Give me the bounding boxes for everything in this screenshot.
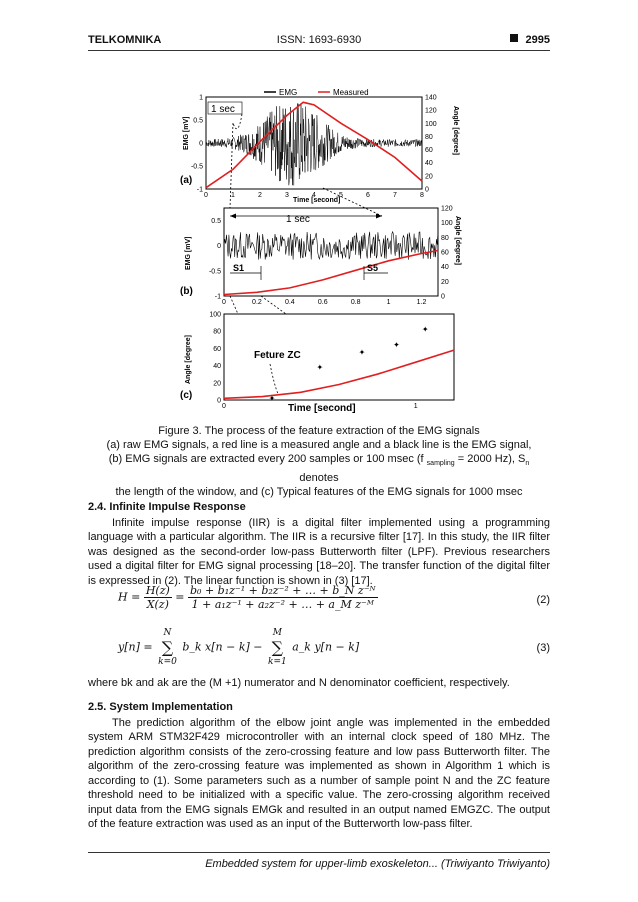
panel-a-y2tick: 0 <box>425 186 429 194</box>
panel-b-ytick: 0.5 <box>211 218 221 226</box>
section-2-4-paragraph: Infinite impulse response (IIR) is a digital filter implemented using a programming language with a particular algorithm. The IIR is a recursive filter [17]. In this study, the IIR filter was designed as the second-order low-pass Butterworth filter (LPF). Previous researchers used a digital filter for EMG signal processing [18–20]. The transfer function of the digital filter is expressed in (2). The linear function is shown in (3) [17]. <box>88 516 550 587</box>
panel-b-y2tick: 0 <box>441 293 445 301</box>
journal-name: TELKOMNIKA <box>88 34 162 46</box>
page-footer: Embedded system for upper-limb exoskeleton... (Triwiyanto Triwiyanto) <box>205 858 550 870</box>
caption-line-3a: (b) EMG signals are extracted every 200 samples or 100 msec (f <box>108 453 427 465</box>
panel-b-xtick: 0.8 <box>350 299 361 306</box>
panel-b <box>180 206 461 307</box>
eq2-frac1-bot: X(z) <box>146 598 169 611</box>
panel-a-y2tick: 20 <box>425 173 433 181</box>
panel-a-ytick: -1 <box>196 186 203 194</box>
caption-line-1: Figure 3. The process of the feature extraction of the EMG signals <box>158 425 480 437</box>
eq3-term-2: a_k y[n − k] <box>292 640 360 654</box>
eq3-term-1: b_k x[n − k] − <box>182 640 263 654</box>
panel-c <box>180 312 454 414</box>
legend <box>264 88 369 97</box>
page-number <box>510 34 550 46</box>
panel-c-ytick: 80 <box>213 328 221 336</box>
panel-b-ytick: -0.5 <box>208 268 221 276</box>
header-rule <box>88 50 550 51</box>
equation-3 <box>118 628 550 667</box>
panel-b-xtick: 1 <box>386 299 391 306</box>
legend-measured-label: Measured <box>333 88 369 97</box>
eq3-lhs: y[n] = <box>118 640 153 654</box>
panel-c-ytick: 20 <box>213 380 221 388</box>
equation-2: H = $\frac{H(z)}{X(z)}$ = $\frac{\text{b₀ + b₁z⁻¹ + b₂z⁻² + … + b\_N z⁻ᴺ}}{\text{1 + a₁z⁻¹ + a₂z⁻² + … + a\_M z⁻ᴹ}}$ (2) <box>118 584 550 611</box>
panel-a-xtick: 4 <box>312 192 316 199</box>
panel-b-xtick: 1.2 <box>416 299 427 306</box>
eq3-sum-2: M ∑ k=1 <box>268 628 287 667</box>
panel-c-annotation: Feture ZC <box>254 350 301 361</box>
feature-zc-point: ✦ <box>393 340 400 350</box>
page-header <box>88 34 550 50</box>
panel-c-ylabel: Angle [degree] <box>185 334 192 384</box>
panel-a-y2tick: 40 <box>425 160 433 168</box>
panel-b-ytick: 0 <box>217 243 221 251</box>
panel-a-emg-line <box>206 103 422 185</box>
feature-zc-point: ✦ <box>268 393 276 403</box>
section-2-5-heading: 2.5. System Implementation <box>88 701 233 713</box>
panel-c-ytick: 100 <box>209 311 221 319</box>
panel-a-xtick: 7 <box>393 192 397 199</box>
panel-c-xtick: 0 <box>222 403 226 410</box>
eq3-sum2-top: M <box>272 628 282 638</box>
eq2-fraction-2 <box>188 584 378 611</box>
panel-a-y2tick: 120 <box>425 107 437 115</box>
panel-b-ytick: -1 <box>214 293 221 301</box>
feature-zc-point: ✦ <box>316 362 324 372</box>
panel-a-xtick: 0 <box>204 192 208 199</box>
panel-a-ylabel: EMG [mV] <box>183 116 190 150</box>
panel-a-xtick: 2 <box>258 192 262 199</box>
connector-b-c-right <box>261 296 286 314</box>
panel-b-xtick: 0 <box>222 299 226 306</box>
issn: ISSN: 1693-6930 <box>276 34 362 46</box>
eq3-sum2-bot: k=1 <box>268 657 287 667</box>
panel-c-ytick: 40 <box>213 363 221 371</box>
eq3-number: (3) <box>536 642 550 654</box>
panel-b-y2tick: 60 <box>441 249 449 257</box>
panel-a-xtick: 5 <box>339 192 343 199</box>
connector-b-c-left <box>230 296 238 314</box>
eq2-fraction-1 <box>144 584 172 611</box>
panel-c-xlabel: Time [second] <box>288 403 356 413</box>
page-number-text: 2995 <box>525 34 550 46</box>
panel-c-ytick: 60 <box>213 345 221 353</box>
figure-3 <box>178 88 468 413</box>
panel-b-y2tick: 100 <box>441 220 453 228</box>
caption-line-3c: denotes <box>299 472 339 485</box>
figure-caption <box>88 424 550 499</box>
panel-c-label: (c) <box>180 390 193 401</box>
s1-label: S1 <box>233 263 245 273</box>
panel-b-y2tick: 40 <box>441 264 449 272</box>
legend-emg-label: EMG <box>279 88 298 97</box>
caption-sub-n: n <box>525 460 530 468</box>
panel-b-ylabel: EMG [mV] <box>185 236 192 270</box>
panel-a <box>180 95 459 205</box>
feature-zc-point: ✦ <box>421 324 429 334</box>
panel-a-y2tick: 100 <box>425 120 437 128</box>
caption-line-2: (a) raw EMG signals, a red line is a measured angle and a black line is the EMG signal, <box>106 439 532 451</box>
panel-c-pointer <box>270 364 278 394</box>
panel-a-ytick: 1 <box>199 94 203 102</box>
eq2-frac2-top: b₀ + b₁z⁻¹ + b₂z⁻² + … + b_N z⁻ᴺ <box>190 584 376 597</box>
panel-a-ytick: -0.5 <box>190 163 203 171</box>
panel-a-y2tick: 80 <box>425 133 433 141</box>
panel-c-xtick: 1 <box>413 403 418 410</box>
square-bullet-icon <box>510 34 518 42</box>
where-text: where bk and ak are the (M +1) numerator and N denominator coefficient, respectively. <box>88 677 510 689</box>
panel-a-ytick: 0.5 <box>193 117 203 125</box>
section-2-4-heading: 2.4. Infinite Impulse Response <box>88 501 246 513</box>
panel-a-xtick: 6 <box>366 192 370 199</box>
panel-a-ytick: 0 <box>199 140 203 148</box>
caption-line-4: the length of the window, and (c) Typical features of the EMG signals for 1000 msec <box>115 486 523 499</box>
eq3-sum1-top: N <box>163 628 172 638</box>
feature-zc-point: ✦ <box>358 348 366 358</box>
eq2-frac1-top: H(z) <box>145 584 170 597</box>
section-2-4 <box>88 500 550 588</box>
eq3-sum-1: N ∑ k=0 <box>158 628 177 667</box>
panel-b-y2label: Angle [degree] <box>454 216 461 266</box>
panel-b-label: (b) <box>180 286 193 297</box>
panel-b-y2tick: 120 <box>441 205 453 213</box>
panel-b-emg-line <box>224 232 438 260</box>
panel-c-ytick: 0 <box>217 397 221 405</box>
panel-b-xtick: 0.6 <box>317 299 328 306</box>
caption-sub-sampling: sampling <box>426 460 455 468</box>
arrow-left-icon <box>230 214 236 219</box>
eq3-sum1-bot: k=0 <box>158 657 177 667</box>
where-clause <box>88 676 550 691</box>
panel-a-y2label: Angle [degree] <box>452 106 459 156</box>
section-2-5 <box>88 700 550 832</box>
footer-rule <box>88 852 550 853</box>
panel-a-xtick: 1 <box>231 192 235 199</box>
panel-a-label: (a) <box>180 175 193 186</box>
panel-a-xtick: 3 <box>285 192 289 199</box>
panel-b-annotation: 1 sec <box>286 214 310 225</box>
caption-line-3 <box>88 452 550 485</box>
panel-a-xtick: 8 <box>420 192 424 199</box>
eq2-lhs: H = <box>118 590 141 604</box>
panel-b-y2tick: 80 <box>441 234 449 242</box>
panel-b-xtick: 0.2 <box>252 299 262 306</box>
eq2-frac2-bot: 1 + a₁z⁻¹ + a₂z⁻² + … + a_M z⁻ᴹ <box>191 598 374 611</box>
connector-1sec <box>233 114 242 129</box>
section-2-5-paragraph: The prediction algorithm of the elbow joint angle was implemented in the embedded system ARM STM32F429 microcontroller with an internal clock speed of 180 MHz. The prediction algorithm consists of the zero-crossing feature and low pass Butterworth filter. The algorithm of the zero-crossing feature was implemented as shown in Algorithm 1 which is according to (1). Some parameters such as a number of sample point N and the ZC feature threshold need to be initialized with a specific value. The zero-crossing algorithm received input data from the EMG signals EMGk and resulted in an output named EMGZC. The output of the feature extraction was used as an input of the Butterworth low-pass filter. <box>88 716 550 830</box>
panel-a-y2tick: 60 <box>425 147 433 155</box>
caption-line-3b: = 2000 Hz), S <box>454 453 526 465</box>
panel-a-annotation: 1 sec <box>211 104 235 115</box>
panel-a-xlabel: Time [second] <box>293 197 341 204</box>
panel-a-y2tick: 140 <box>425 94 437 102</box>
s5-label: S5 <box>367 263 379 273</box>
panel-b-y2tick: 20 <box>441 278 449 286</box>
eq2-number: (2) <box>536 594 550 606</box>
panel-b-xtick: 0.4 <box>284 299 295 306</box>
